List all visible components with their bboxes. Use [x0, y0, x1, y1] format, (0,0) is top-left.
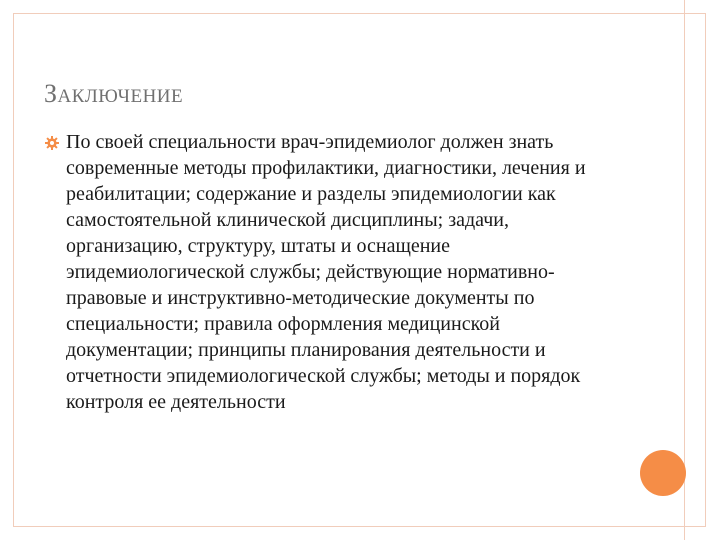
- decorative-orange-circle: [640, 450, 686, 496]
- title-first-letter: З: [44, 79, 58, 108]
- gear-bullet-icon: [45, 136, 59, 150]
- right-divider-line: [684, 0, 685, 540]
- title-rest: АКЛЮЧЕНИЕ: [57, 86, 184, 107]
- bullet-text: По своей специальности врач-эпидемиолог должен знать современные методы профилактики, диагностики, лечения и реабилитации; содержание и разделы эпидемиологии как самостоятельной клинической дисциплины; задачи, организацию, структуру, штаты и оснащение эпидемиологической службы; действующие нормативно-правовые и инструктивно-методические документы по специальности; правила оформления медицинской документации; принципы планирования деятельности и отчетности эпидемиологической службы; методы и порядок контроля ее деятельности: [66, 131, 586, 413]
- slide-title: [44, 79, 183, 112]
